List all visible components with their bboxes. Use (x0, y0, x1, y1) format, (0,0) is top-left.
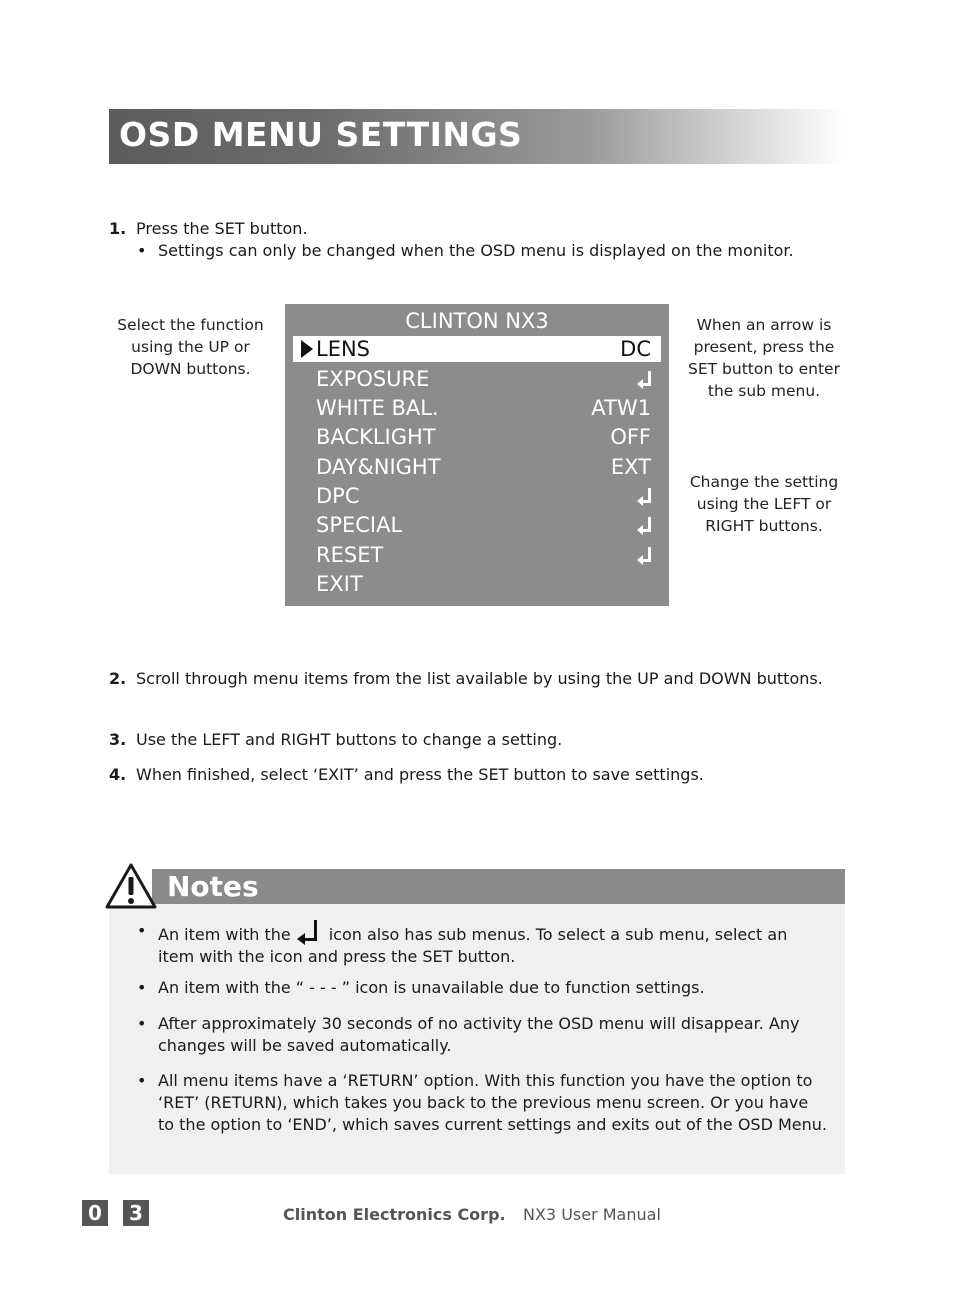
osd-row-value: OFF (610, 425, 651, 449)
footer-company: Clinton Electronics Corp. (283, 1205, 506, 1224)
osd-row-exit (293, 571, 661, 597)
bullet-dot: • (137, 1014, 147, 1033)
step-2 (109, 668, 849, 712)
page-number-digit: 3 (123, 1200, 149, 1226)
osd-row-value (637, 483, 651, 509)
osd-row-value: DC (620, 337, 651, 361)
note-item (137, 1070, 837, 1158)
osd-menu-display (285, 304, 669, 606)
step-text: When finished, select ‘EXIT’ and press the SET button to save settings. (136, 765, 704, 784)
step-text: Use the LEFT and RIGHT buttons to change a setting. (136, 730, 563, 749)
osd-row-label: LENS (316, 337, 371, 361)
bullet-text: Settings can only be changed when the OSD menu is displayed on the monitor. (158, 241, 794, 260)
note-text (158, 920, 828, 968)
enter-icon (637, 371, 651, 389)
enter-icon (637, 517, 651, 535)
note-text-post: icon also has sub menus. To select a sub menu, select an item with the icon and press the SET button. (158, 925, 788, 966)
step-1-bullet (137, 240, 837, 284)
note-text-pre: An item with the (158, 925, 291, 944)
osd-row-reset (293, 542, 661, 568)
bullet-dot: • (137, 241, 147, 260)
title-banner (109, 109, 845, 164)
step-number: 4. (109, 765, 127, 784)
enter-icon (637, 547, 651, 565)
note-text: All menu items have a ‘RETURN’ option. With this function you have the option to ‘RET’ (RETURN), which takes you back to the previous menu screen. Or you have to the option to ‘END’, which saves current settings and exits out of the OSD Menu. (158, 1071, 827, 1134)
osd-row-white-bal (293, 395, 661, 421)
page-title: OSD MENU SETTINGS (119, 115, 523, 154)
osd-row-value: EXT (610, 455, 651, 479)
step-text: Press the SET button. (136, 219, 308, 238)
step-number: 3. (109, 730, 127, 749)
page-number-digit: 0 (82, 1200, 108, 1226)
step-number: 1. (109, 219, 127, 238)
osd-row-value (637, 366, 651, 392)
osd-row-label: BACKLIGHT (316, 425, 436, 449)
note-text: After approximately 30 seconds of no activity the OSD menu will disappear. Any changes will be saved automatically. (158, 1014, 800, 1055)
enter-icon (297, 920, 323, 946)
side-note-right-bottom: Change the setting using the LEFT or RIGHT buttons. (689, 473, 839, 535)
note-item (137, 1013, 837, 1057)
note-text: An item with the “ - - - ” icon is unavailable due to function settings. (158, 978, 705, 997)
osd-row-exposure (293, 366, 661, 392)
footer-manual-title: NX3 User Manual (523, 1205, 661, 1224)
osd-row-label: WHITE BAL. (316, 396, 439, 420)
osd-row-value: ATW1 (591, 396, 651, 420)
osd-row-backlight (293, 424, 661, 450)
osd-row-label: RESET (316, 543, 384, 567)
note-item (137, 920, 837, 964)
step-number: 2. (109, 669, 127, 688)
osd-row-lens (293, 336, 661, 362)
osd-row-label: EXIT (316, 572, 363, 596)
bullet-dot: • (137, 1071, 147, 1090)
notes-header (152, 869, 845, 904)
side-note-left: Select the function using the UP or DOWN buttons. (117, 316, 264, 378)
notes-title: Notes (167, 870, 259, 903)
osd-row-label: SPECIAL (316, 513, 403, 537)
selection-arrow-icon (301, 340, 313, 358)
osd-row-day-night (293, 454, 661, 480)
osd-row-label: EXPOSURE (316, 367, 430, 391)
bullet-dot: • (137, 978, 147, 997)
osd-row-label: DAY&NIGHT (316, 455, 441, 479)
enter-icon (637, 488, 651, 506)
warning-icon (104, 862, 158, 910)
osd-title: CLINTON NX3 (405, 309, 549, 333)
osd-row-value (637, 512, 651, 538)
osd-row-special (293, 512, 661, 538)
step-text: Scroll through menu items from the list available by using the UP and DOWN buttons. (136, 669, 823, 688)
bullet-dot: • (137, 921, 147, 940)
osd-row-value (637, 542, 651, 568)
osd-row-dpc (293, 483, 661, 509)
side-note-right-top: When an arrow is present, press the SET button to enter the sub menu. (688, 316, 840, 400)
osd-row-label: DPC (316, 484, 360, 508)
